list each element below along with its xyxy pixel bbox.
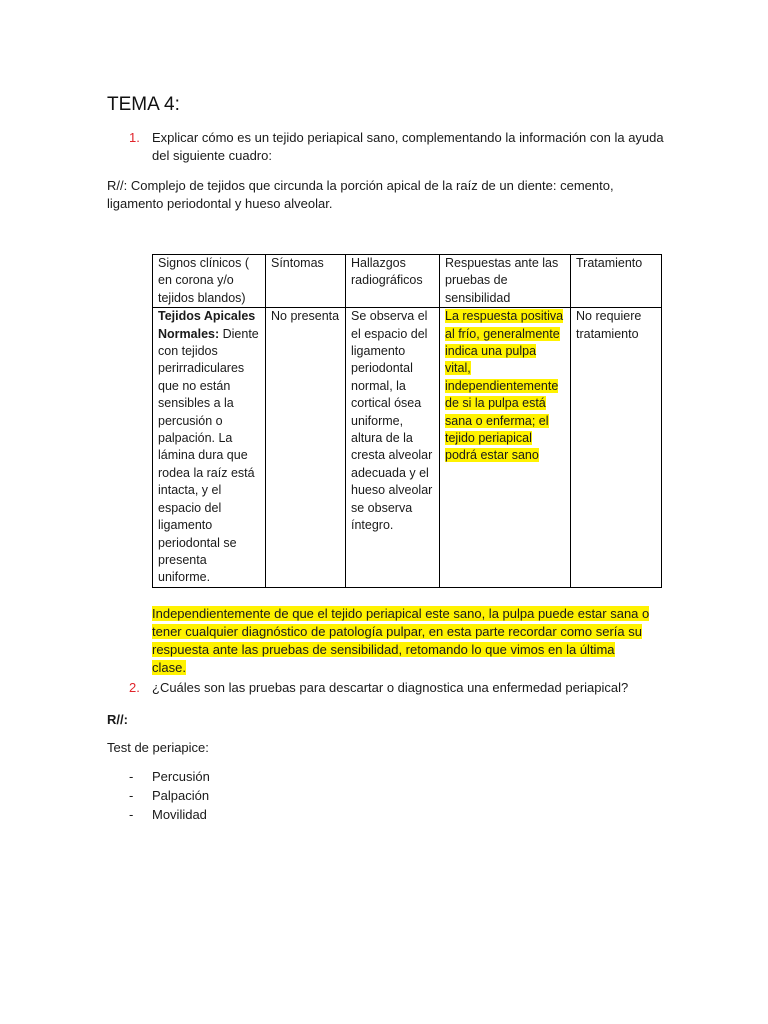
- page-title: TEMA 4:: [107, 94, 180, 115]
- test-label: Test de periapice:: [107, 740, 209, 755]
- note-text: Independientemente de que el tejido periapical este sano, la pulpa puede estar sana o tener cualquier diagnóstico de patología pulpar, en esta parte recordar como sería su respuesta ante las pruebas de sensibilidad, retomando lo que vimos en la última clase.: [152, 606, 650, 675]
- question-1-number: 1.: [129, 130, 140, 145]
- table-header-row: [153, 255, 662, 308]
- sintomas-text: No presenta: [271, 309, 340, 324]
- list-item: [129, 805, 210, 824]
- list-item-text: Percusión: [152, 769, 210, 784]
- list-marker: -: [129, 807, 134, 822]
- list-item: [129, 767, 210, 786]
- table-cell-sintomas: [266, 308, 346, 588]
- respuestas-highlighted-text: La respuesta positiva al frío, generalmente indica una pulpa vital, independientemente de si la pulpa está sana o enferma; el tejido periapical podrá estar sano: [445, 309, 564, 463]
- table-header-cell: Signos clínicos ( en corona y/o tejidos blandos): [153, 255, 266, 308]
- list-marker: -: [129, 769, 134, 784]
- table-cell-signos: [153, 308, 266, 588]
- table-header-cell: Respuestas ante las pruebas de sensibilidad: [440, 255, 571, 308]
- question-2-number: 2.: [129, 680, 140, 695]
- tratamiento-text: No requiere tratamiento: [576, 309, 642, 341]
- highlighted-note: [152, 605, 652, 677]
- periapical-table: [152, 254, 662, 588]
- table-cell-hallazgos: [346, 308, 440, 588]
- question-2: [129, 679, 649, 697]
- table-header-cell: Tratamiento: [571, 255, 662, 308]
- list-marker: -: [129, 788, 134, 803]
- hallazgos-text: Se observa el el espacio del ligamento periodontal normal, la cortical ósea uniforme, altura de la cresta alveolar adecuada y el hueso alveolar se observa íntegro.: [351, 309, 433, 533]
- signos-bold-label: Tejidos Apicales Normales:: [158, 309, 256, 341]
- table-header-cell: Síntomas: [266, 255, 346, 308]
- question-2-text: ¿Cuáles son las pruebas para descartar o diagnostica una enfermedad periapical?: [152, 680, 629, 695]
- signos-text: Diente con tejidos perirradiculares que no están sensibles a la percusión o palpación. La lámina dura que rodea la raíz está intacta, y el espacio del ligamento periodontal se presenta uniforme.: [158, 326, 259, 585]
- question-1: [129, 129, 669, 163]
- question-1-text: Explicar cómo es un tejido periapical sano, complementando la información con la ayuda del siguiente cuadro:: [152, 130, 664, 163]
- table-row: [153, 308, 662, 588]
- answer-2-label: R//:: [107, 712, 128, 727]
- table-cell-tratamiento: [571, 308, 662, 588]
- table-cell-respuestas: [440, 308, 571, 588]
- table-header-cell: Hallazgos radiográficos: [346, 255, 440, 308]
- list-item-text: Movilidad: [152, 807, 207, 822]
- tests-list: [129, 767, 210, 824]
- list-item-text: Palpación: [152, 788, 210, 803]
- list-item: [129, 786, 210, 805]
- answer-1: R//: Complejo de tejidos que circunda la porción apical de la raíz de un diente: cemento, ligamento periodontal y hueso alveolar.: [107, 178, 614, 211]
